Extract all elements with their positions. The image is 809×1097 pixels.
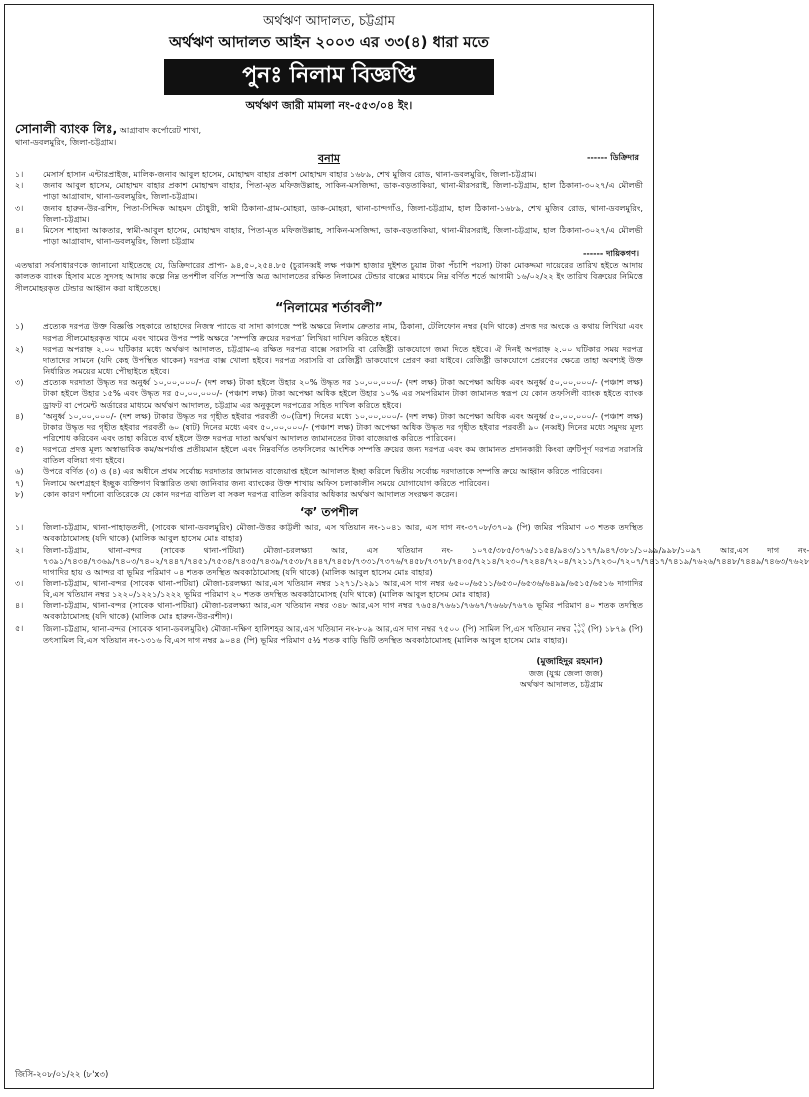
conditions-heading: “নিলামের শর্তাবলী”	[275, 300, 383, 316]
signer-court: অর্থঋণ আদালত, চট্টগ্রাম	[519, 679, 603, 690]
intro-paragraph: এতদ্বারা সর্বসাধারণকে জানানো যাইতেছে যে, ডিক্রিদারের প্রাপ্য- ৯৪,৫০,২৫৪.৮৫ (চুরানব্বই লক্ষ পঞ্চাশ হাজার দুইশত চুয়ান্ন টাকা পঁচাশি পয়সা) টাকা মোকদ্দমা দায়েরের তারিখ হইতে আদায় কালতক ব্যাংক হিসাব মতে সুদসহ আদায় কল্পে নিম্ন তপশীল বর্ণিত সম্পত্তি অত্র আদালতের রক্ষিত নিলামের টেন্ডার বাক্সের মাধ্যমে নিম্ন বর্ণিত শর্তে আগামী ১৬/০২/২২ ইং তারিখ বিক্রয়ের নিমিত্তে সীলমোহরকৃত টেন্ডার আহ্বান করা যাইতেছে।	[15, 260, 643, 293]
schedule-list	[15, 522, 809, 646]
list-item: ৩। জনাব হারুন-উর-রশিদ, পিতা-সিদ্দিক আহমদ চৌধুরী, স্বামী ঠিকানা-গ্রাম-মোহরা, ডাক-মোহরা, থানা-চান্দগাঁও, জিলা-চট্টগ্রাম, হাল ঠিকানা-১৬৮৯, শেখ মুজিব রোড, থানা-ডবলমুরিং, জিলা-চট্টগ্রাম।	[15, 202, 643, 224]
list-item: ৫। জিলা-চট্টগ্রাম, থানা-বন্দর (সাবেক থানা-ডবলমুরিং) মৌজা-দক্ষিণ হালিশহর আর,এস খতিয়ান নং-৮০৯ আর,এস দাগ নম্বর ৭৫০০ (পি) সামিল পি,এস খতিয়ান নম্বর ৭২৩ ৭৮২ (পি) ১৮৭৯ (পি) তৎসামিল বি,এস খতিয়ান নং-১৩১৬ বি,এস দাগ নম্বর ৯০৪৪ (পি) ভূমির পরিমাণ ৫½ শতক বাড়ি ভিটি তদস্থিত অবকাঠামোসহ (মালিক আবুল হাসেম মোঃ বাহার)।	[15, 621, 643, 645]
list-item: ৪। জিলা-চট্টগ্রাম, থানা-বন্দর (সাবেক থানা-পটিয়া) মৌজা-চরলক্ষ্যা আর,এস খতিয়ান নম্বর ৩৪৮ আর,এস দাগ নম্বর ৭৬৫৪/৭৬৬১/৭৬৬৭/৭৬৬৮/৭৬৭৬ ভূমির পরিমাণ ৪০ শতক তদস্থিত অবকাঠামোসহ (যদি থাকে) (মালিক মোঃ হারুন-উর-রশীদ)।	[15, 600, 643, 622]
khatian-fraction: ৭২৩ ৭৮২	[573, 621, 586, 635]
bank-branch: আগ্রাবাদ কর্পোরেট শাখা,	[119, 124, 202, 135]
list-item: ২) দরপত্র অপরাহ্ন ২.০০ ঘটিকার মধ্যে অর্থঋণ আদালত, চট্টগ্রাম-এ রক্ষিত দরপত্র বাক্সে সরাসরি বা রেজিষ্ট্রী ডাকযোগে জমা দিতে হইবে। ঐ দিনই অপরাহ্ন ২.০০ ঘটিকার সময় দরপত্র দাতাদের সামনে (যদি কেহ উপস্থিত থাকেন) দরপত্র বাক্স খোলা হইবে। দরপত্র সরাসরি বা রেজিষ্ট্রী ডাকযোগে প্রেরণ করা যাইবে। রেজিষ্ট্রী ডাকযোগে প্রেরণের ক্ষেত্রে তাহা অবশ্যই উক্ত নির্ধারিত সময়ের মধ্যে পৌছাইতে হইবে।	[15, 343, 643, 377]
list-item: ৪) ‘অনুর্ধ্ব ১০,০০,০০০/- (দশ লক্ষ) টাকার উদ্ধৃত দর গৃহীত হইবার পরবর্তী ৩০(ত্রিশ) দিনের মধ্যে ১০,০০,০০০/- (দশ লক্ষ) টাকা অপেক্ষা অধিক এবং অনুর্ধ্ব ৫০,০০,০০০/- (পঞ্চাশ লক্ষ) টাকার উদ্ধৃত দর গৃহীত হইবার পরবর্তী ৬০ (ষাট) দিনের মধ্যে এবং ৫০,০০,০০০/- (পঞ্চাশ লক্ষ) টাকা অপেক্ষা অধিক উদ্ধৃত দর গৃহীত হইবার পরবর্তী ৯০ (নব্বই) দিনের মধ্যে সমুদয় মূল্য পরিশোধ করিবেন এবং তাহা করিতে ব্যর্থ হইলে উক্ত দরপত্র দাতা অর্থঋণ আদালত জামানতের টাকা বাজেয়াপ্ত করিতে পারিবেন।	[15, 410, 643, 443]
list-item: ৫) দরপত্রে প্রদত্ত মূল্য অস্বাভাবিক কম/অপর্যাপ্ত প্রতীয়মান হইলে এবং নিম্নবর্ণিত তফসিলের আংশিক সম্পত্তি ক্রয়ের জন্য দরপত্র এবং কম জামানত প্রদানকারী কিংবা ত্রুটিপূর্ণ দরপত্র সরাসরি বাতিল বলিয়া গণ্য হইবে।	[15, 444, 643, 466]
conditions-list	[15, 321, 643, 500]
list-item: ৮) কোন কারণ দর্শানো ব্যতিরেকে যে কোন দরপত্র বাতিল বা সকল দরপত্র বাতিল করিবার অধিকার অর্থঋণ আদালত সংরক্ষণ করেন।	[15, 488, 458, 499]
schedule-5-text-b: (পি) ১৮৭৯ (পি) তৎসামিল বি,এস খতিয়ান নং-১৩১৬ বি,এস দাগ নম্বর ৯০৪৪ (পি) ভূমির পরিমাণ ৫½ শতক বাড়ি ভিটি তদস্থিত অবকাঠামোসহ (মালিক আবুল হাসেম মোঃ বাহার)।	[43, 623, 643, 645]
list-item: ২। জিলা-চট্টগ্রাম, থানা-বন্দর (সাবেক থানা-পটিয়া) মৌজা-চরলক্ষ্যা আর, এস খতিয়ান নং- ১০৭৫/৩৮৫/৩৭৬/১১৫৪/৯৪৩/১১৭৭/৯৪৭/৩৮১/১০৯৯/৯৯৮/১০৯৭ আর,এস দাগ নং- ৭৩৯১/৭৪৩৪/৭৩৬৯/৭৪০৩/৭৪০২/৭৪৪৭/৭৪৫১/৭৫৩৪/৭৪৩৫/৭৪৩৯/৭৫৩৮/৭৪৪৭/৭৪৫৮/৭৩৩১/৭৩৭৬/৭৪৫৮/৭৩৭৮/৭৪৩৫/৭২১৪/৭২৩০/৭২৪৪/৭২০৪/৭২১১/৭২৩০/৭২০৭/৭৪১৭/৭৪১৯/৭৬২৬/৭৪৪৮/৭৪৪৯/৭৪৬৩/৭৬২৮ দাগাদির হায় ও আন্দর বা ভূমির পরিমাণ ০৪ শতক তদস্থিত অবকাঠামোসহ (যদি থাকে) (মালিক আবুল হাসেম মোঃ বাহার)	[15, 544, 809, 577]
list-item: ১) প্রত্যেক দরপত্র উক্ত বিজ্ঞপ্তি সহকারে তাহাদের নিজস্ব প্যাডে বা সাদা কাগজে স্পষ্ট অক্ষরে নিলাম ক্রেতার নাম, ঠিকানা, টেলিফোন নম্বর (যদি থাকে) প্রদত্ত দর অংকে ও কথায় লিখিয়া এবং দরপত্র সীলমোহরকৃত খামে এবং খামের উপর স্পষ্ট অক্ষরে ‘সম্পত্তি ক্রয়ের দরপত্র’ লিখিয়া দাখিল করিতে হইবে।	[15, 321, 643, 343]
notice-page	[4, 4, 809, 1089]
schedule-5-text-a: জিলা-চট্টগ্রাম, থানা-বন্দর (সাবেক থানা-ডবলমুরিং) মৌজা-দক্ষিণ হালিশহর আর,এস খতিয়ান নং-৮০৯ আর,এস দাগ নম্বর ৭৫০০ (পি) সামিল পি,এস খতিয়ান নম্বর	[43, 623, 571, 634]
signer-name: (মুজাহিদুর রহমান)	[536, 656, 603, 667]
list-item: ১। জিলা-চট্টগ্রাম, থানা-পাহাড়তলী, (সাবেক থানা-ডবলমুরিং) মৌজা-উত্তর কাট্টলী আর, এস খতিয়ান নং-১০৪১ আর, এস দাগ নং-৩৭০৮/৩৭০৯ (পি) জমির পরিমাণ ০৩ শতক তদস্থিত অবকাঠামোসহ (যদি থাকে) (মালিক আবুল হাসেম মোঃ বাহার)	[15, 522, 643, 544]
law-reference: অর্থঋণ আদালত আইন ২০০৩ এর ৩৩(৪) ধারা মতে	[169, 32, 489, 51]
schedule-heading: ‘ক’ তপশীল	[299, 504, 359, 519]
list-item: ২। জনাব আবুল হাসেম, মোহাম্মদ বাহার প্রকাশ মোহাম্মদ বাহার, পিতা-মৃত মফিজউল্লাহ, সাকিন-মসজিদ্দা, ডাক-বড়তাকিয়া, থানা-মীরসরাই, জিলা-চট্টগ্রাম, হাল ঠিকানা-৩০২৭/এ মৌলভী পাড়া আগ্রাবাদ, থানা-ডবলমুরিং, জিলা-চট্টগ্রাম।	[15, 180, 643, 202]
bank-name: সোনালী ব্যাংক লিঃ,	[15, 120, 118, 136]
signer-title: জজ (যুগ্ম জেলা জজ)	[528, 668, 603, 679]
decree-holder-label: ------ ডিক্রিদার	[587, 151, 639, 162]
bank-address: থানা-ডবলমুরিং, জিলা-চট্টগ্রাম।	[15, 136, 117, 147]
list-item: ১। মেসার্স হাসান এন্টারপ্রাইজ, মালিক-জনাব আবুল হাসেম, মোহাম্মদ বাহার প্রকাশ মোহাম্মদ বাহার ১৬৮৯, শেখ মুজিব রোড, থানা-ডবলমুরিং, জিলা-চট্টগ্রাম।	[15, 169, 537, 180]
list-item: ৩। জিলা-চট্টগ্রাম, থানা-বন্দর (সাবেক থানা-পটিয়া) মৌজা-চরলক্ষ্যা আর,এস খতিয়ান নম্বর ১২৭১/১২৯১ আর,এস দাগ নম্বর ৬৫০০/৬৫১১/৬৫৩০/৬৫৩৬/৬৪৯৯/৬৫১৫/৬৫১৬ দাগাদির বি,এস খতিয়ান নম্বর ১২২০/১২২১/১২২২ ভূমির পরিমাণ ২০ শতক তদস্থিত অবকাঠামোসহ (যদি থাকে) (মালিক আবুল হাসেম মোঃ বাহার)	[15, 578, 643, 600]
debtors-label: ------ দায়িকগণ।	[582, 248, 639, 259]
signature-block	[15, 656, 643, 691]
list-item: ৩) প্রত্যেক দরদাতা উদ্ধৃত দর অনুর্ধ্ব ১০,০০,০০০/- (দশ লক্ষ) টাকা হইলে উহার ২০% উদ্ধৃত দর ১০,০০,০০০/- (দশ লক্ষ) টাকা অপেক্ষা অধিক এবং অনুর্ধ্ব ৫০,০০,০০০/- (পঞ্চাশ লক্ষ) টাকা হইলে উহার ১৫% এবং উদ্ধৃত দর ৫০,০০,০০০/- (পঞ্চাশ লক্ষ) টাকা অপেক্ষা অধিক হইলে উহার ১০% এর সমপরিমান টাকা জামানত স্বরূপ যে কোন তফসিলী ব্যাংক হইতে ব্যাংক ড্রাফট বা পেমেন্ট অর্ডারের মাধ্যমে অর্থঋণ আদালত, চট্টগ্রাম এর অনুকূলে দরপত্রের সহিত দাখিল করিতে হইবে।	[15, 377, 643, 410]
court-name: অর্থঋণ আদালত, চট্টগ্রাম	[263, 14, 395, 29]
defendants-list	[15, 169, 643, 247]
notice-banner: পুনঃ নিলাম বিজ্ঞপ্তি	[164, 59, 494, 95]
case-number: অর্থঋণ জারী মামলা নং-৫৫৩/০৪ ইং।	[245, 98, 413, 112]
versus-heading: বনাম	[318, 152, 340, 166]
list-item: ৭) নিলামে অংশগ্রহণ ইচ্ছুক ব্যক্তিগণ বিস্তারিত তথ্য জানিবার জন্য ব্যাংকের উক্ত শাখায় অফিস চলাকালীন সময়ে যোগাযোগ করিতে পারিবেন।	[15, 477, 490, 488]
reference-code: জিসি-২০৮/০১/২২ (৮'x৩)	[15, 1070, 109, 1081]
list-item: ৪। মিসেস শাহানা আকতার, স্বামী-আবুল হাসেম, মোহাম্মদ বাহার, পিতা-মৃত মফিজউল্লাহ, সাকিন-মসজিদ্দা, ডাক-বড়তাকিয়া, থানা-মীরসরাই, জিলা-চট্টগ্রাম, হাল ঠিকানা-৩০২৭/এ মৌলভী পাড়া আগ্রাবাদ, থানা-ডবলমুরিং, জিলা চট্টগ্রাম	[15, 224, 643, 246]
list-item: ৬) উপরে বর্ণিত (৩) ও (৪) এর অধীনে প্রথম সর্বোচ্চ দরদাতার জামানত বাজেয়াপ্ত হইলে আদালত ইচ্ছা করিলে দ্বিতীয় সর্বোচ্চ দরদাতাকে সম্পত্তি ক্রয়ে আহ্বান করিতে পারিবেন।	[15, 466, 603, 477]
